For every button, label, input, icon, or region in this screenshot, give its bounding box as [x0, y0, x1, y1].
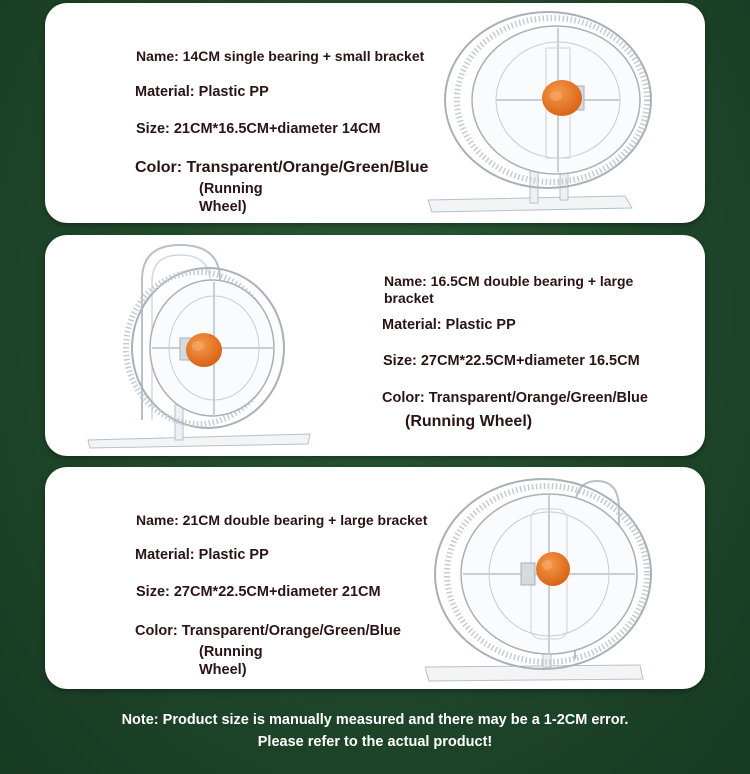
product-type-line1: (Running — [199, 181, 263, 197]
product-color: Color: Transparent/Orange/Green/Blue — [135, 159, 429, 176]
product-type: (Running Wheel) — [405, 413, 533, 430]
product-name: Name: 21CM double bearing + large bracket — [136, 512, 428, 528]
product-size: Size: 21CM*16.5CM+diameter 14CM — [136, 121, 381, 137]
note-line1: Note: Product size is manually measured and there may be a 1-2CM error. — [121, 712, 629, 728]
note-line2: Please refer to the actual product! — [257, 734, 493, 750]
product-card-14cm — [45, 3, 705, 223]
running-wheel-image — [425, 469, 665, 685]
product-type-line2: Wheel) — [199, 199, 247, 215]
product-size: Size: 27CM*22.5CM+diameter 21CM — [136, 584, 381, 600]
product-card-16-5cm — [45, 235, 705, 456]
running-wheel-image — [420, 8, 660, 218]
product-card-21cm — [45, 467, 705, 689]
product-type-line1: (Running — [199, 644, 263, 660]
product-name-line2: bracket — [384, 290, 434, 306]
product-size: Size: 27CM*22.5CM+diameter 16.5CM — [383, 353, 640, 369]
product-type-line2: Wheel) — [199, 662, 247, 678]
product-color: Color: Transparent/Orange/Green/Blue — [135, 623, 401, 639]
product-material: Material: Plastic PP — [382, 317, 516, 333]
product-material: Material: Plastic PP — [135, 547, 269, 563]
product-material: Material: Plastic PP — [135, 84, 269, 100]
product-name: Name: 14CM single bearing + small bracket — [136, 48, 425, 64]
product-name-line1: Name: 16.5CM double bearing + large — [384, 273, 634, 289]
running-wheel-image — [80, 240, 320, 450]
product-color: Color: Transparent/Orange/Green/Blue — [382, 390, 648, 406]
